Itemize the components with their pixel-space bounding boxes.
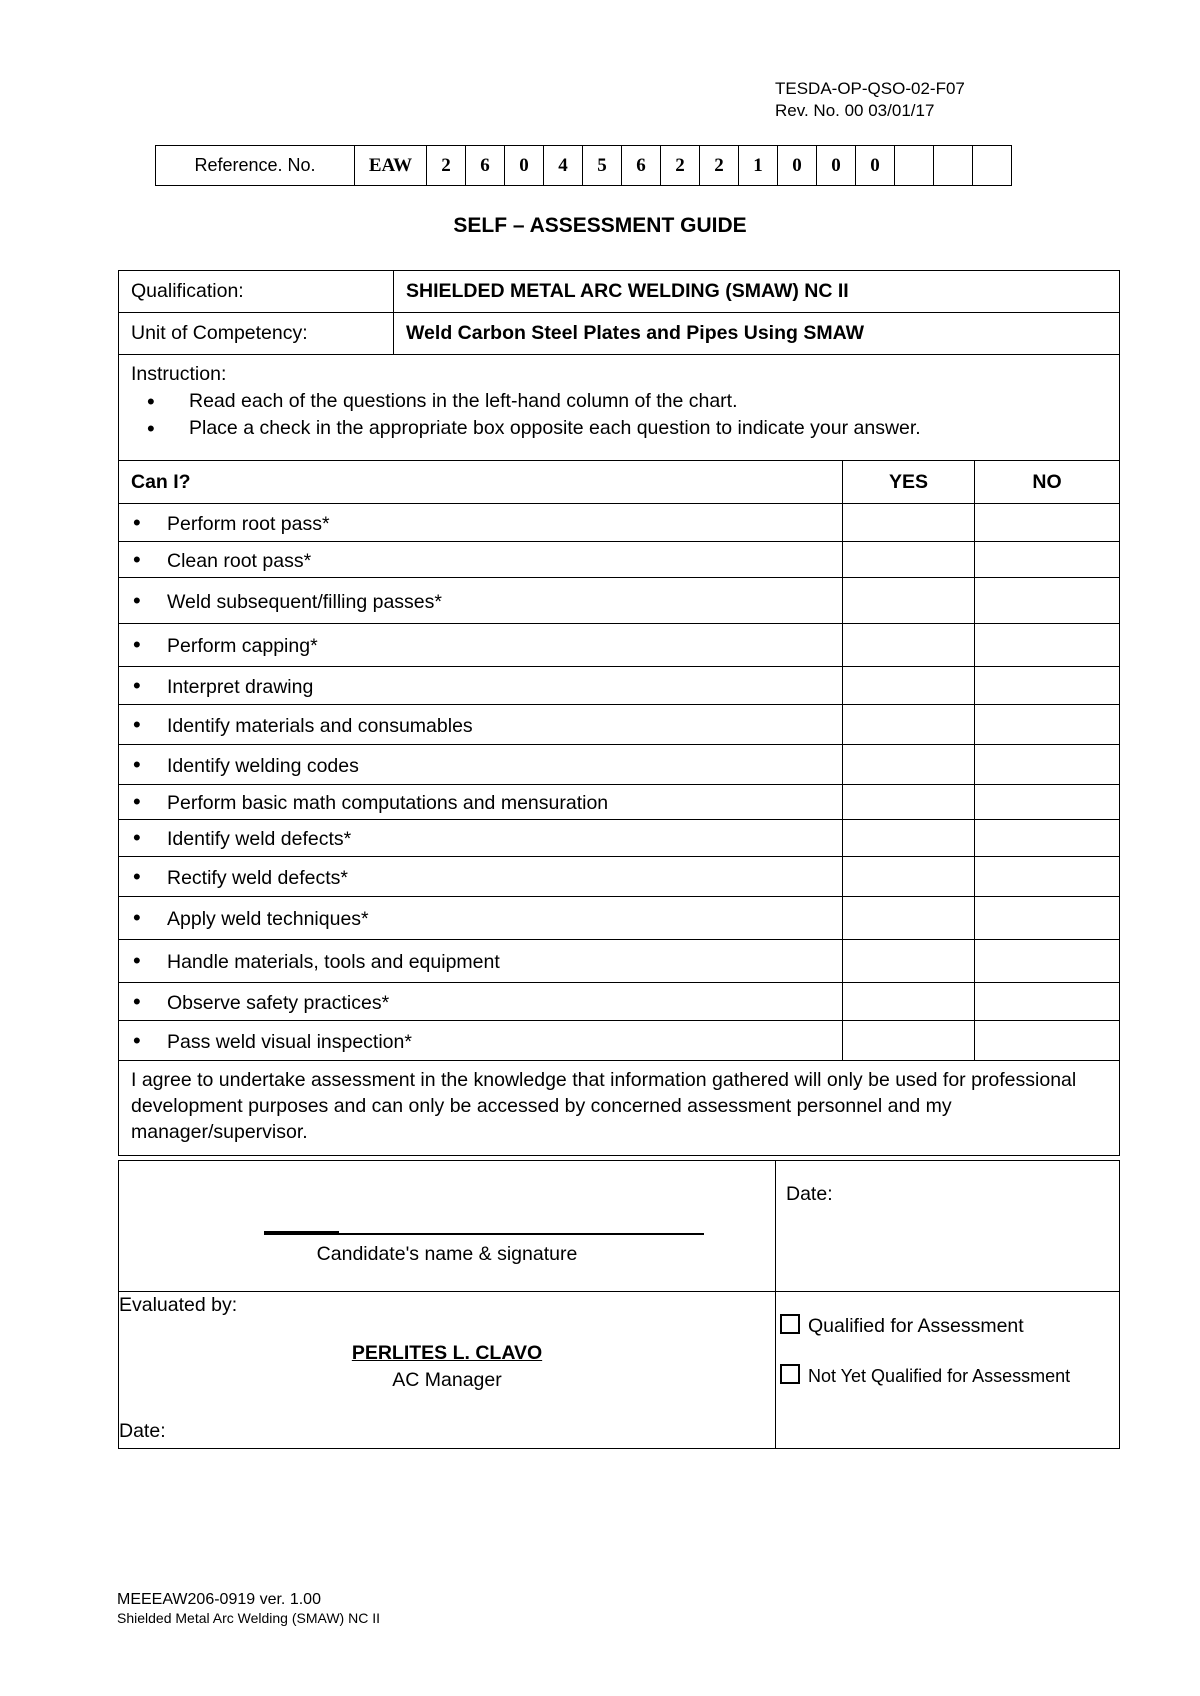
bullet-icon: •	[133, 632, 141, 657]
question-cell	[119, 940, 843, 983]
question-row	[119, 705, 1120, 745]
question-row	[119, 542, 1120, 578]
no-checkbox-cell[interactable]	[975, 745, 1120, 785]
candidate-date-cell[interactable]	[776, 1161, 1120, 1292]
question-text: Apply weld techniques*	[167, 908, 369, 930]
no-checkbox-cell[interactable]	[975, 504, 1120, 542]
reference-label: Reference. No.	[156, 146, 355, 186]
checklist-header-row	[119, 461, 1120, 504]
question-text: Interpret drawing	[167, 675, 314, 698]
question-cell	[119, 578, 843, 624]
reference-cell: 0	[856, 146, 895, 186]
no-checkbox-cell[interactable]	[975, 624, 1120, 667]
no-checkbox-cell[interactable]	[975, 667, 1120, 705]
yes-header: YES	[843, 461, 975, 504]
question-cell	[119, 745, 843, 785]
bullet-icon: •	[133, 1027, 141, 1053]
question-cell	[119, 504, 843, 542]
option-not-qualified-label: Not Yet Qualified for Assessment	[808, 1366, 1071, 1386]
option-not-qualified[interactable]	[780, 1364, 1070, 1387]
instruction-item: • Read each of the questions in the left-hand column of the chart.	[189, 388, 1107, 415]
yes-checkbox-cell[interactable]	[843, 667, 975, 705]
question-cell	[119, 897, 843, 940]
form-code: TESDA-OP-QSO-02-F07	[775, 79, 965, 98]
no-checkbox-cell[interactable]	[975, 785, 1120, 820]
bullet-icon: •	[133, 711, 141, 737]
reference-cell: 1	[739, 146, 778, 186]
question-row	[119, 897, 1120, 940]
question-text: Rectify weld defects*	[167, 866, 348, 889]
question-text: Identify welding codes	[167, 754, 359, 777]
question-text: Perform capping*	[167, 635, 318, 657]
instruction-heading: Instruction:	[131, 363, 227, 385]
no-checkbox-cell[interactable]	[975, 1021, 1120, 1061]
candidate-date-label: Date:	[786, 1183, 833, 1205]
evaluated-by-label: Evaluated by:	[119, 1294, 238, 1316]
question-text: Perform basic math computations and mensuration	[167, 792, 609, 814]
question-text: Clean root pass*	[167, 549, 312, 572]
no-checkbox-cell[interactable]	[975, 578, 1120, 624]
question-row	[119, 940, 1120, 983]
question-cell	[119, 667, 843, 705]
reference-cell: EAW	[355, 146, 427, 186]
question-cell	[119, 857, 843, 897]
unit-of-competency-value: Weld Carbon Steel Plates and Pipes Using SMAW	[394, 313, 1120, 355]
yes-checkbox-cell[interactable]	[843, 857, 975, 897]
question-row	[119, 745, 1120, 785]
reference-cell: 2	[700, 146, 739, 186]
yes-checkbox-cell[interactable]	[843, 820, 975, 857]
no-checkbox-cell[interactable]	[975, 983, 1120, 1021]
yes-checkbox-cell[interactable]	[843, 745, 975, 785]
reference-cell	[934, 146, 973, 186]
assessment-decision-cell	[776, 1292, 1120, 1449]
no-checkbox-cell[interactable]	[975, 705, 1120, 745]
footer-doc-title: Shielded Metal Arc Welding (SMAW) NC II	[117, 1610, 380, 1626]
assessment-table	[118, 270, 1120, 1156]
signature-caption: Candidate's name & signature	[316, 1243, 578, 1265]
question-text: Perform root pass*	[167, 512, 330, 535]
form-code-block	[775, 78, 965, 122]
bullet-icon: •	[133, 672, 141, 698]
question-text: Observe safety practices*	[167, 991, 390, 1014]
yes-checkbox-cell[interactable]	[843, 983, 975, 1021]
no-checkbox-cell[interactable]	[975, 940, 1120, 983]
yes-checkbox-cell[interactable]	[843, 897, 975, 940]
question-row	[119, 857, 1120, 897]
yes-checkbox-cell[interactable]	[843, 504, 975, 542]
qualification-value: SHIELDED METAL ARC WELDING (SMAW) NC II	[394, 271, 1120, 313]
bullet-icon: •	[133, 948, 141, 973]
reference-number-table	[155, 145, 1012, 186]
instruction-block	[119, 355, 1120, 461]
checkbox-icon[interactable]	[780, 1364, 800, 1384]
consent-statement: I agree to undertake assessment in the knowledge that information gathered will only be used for professional development purposes and can only be accessed by concerned assessment personnel and my manager/supervisor.	[119, 1061, 1120, 1156]
evaluator-block	[119, 1342, 775, 1392]
question-cell	[119, 1021, 843, 1061]
yes-checkbox-cell[interactable]	[843, 940, 975, 983]
reference-cell: 6	[622, 146, 661, 186]
footer-doc-code: MEEEAW206-0919 ver. 1.00	[117, 1591, 321, 1608]
bullet-icon: •	[133, 509, 141, 535]
evaluator-cell	[119, 1292, 776, 1449]
question-row	[119, 578, 1120, 624]
bullet-icon: •	[133, 825, 141, 850]
yes-checkbox-cell[interactable]	[843, 705, 975, 745]
question-text: Pass weld visual inspection*	[167, 1030, 412, 1053]
question-list	[119, 504, 1120, 1061]
signature-line[interactable]	[264, 1233, 704, 1235]
yes-checkbox-cell[interactable]	[843, 542, 975, 578]
evaluator-date-label: Date:	[119, 1420, 166, 1442]
no-checkbox-cell[interactable]	[975, 542, 1120, 578]
can-i-header: Can I?	[119, 461, 843, 504]
yes-checkbox-cell[interactable]	[843, 624, 975, 667]
question-row	[119, 820, 1120, 857]
no-checkbox-cell[interactable]	[975, 897, 1120, 940]
checkbox-icon[interactable]	[780, 1314, 800, 1334]
reference-cell: 0	[505, 146, 544, 186]
question-row	[119, 624, 1120, 667]
question-cell	[119, 983, 843, 1021]
instruction-item: • Place a check in the appropriate box opposite each question to indicate your answer.	[189, 415, 1107, 442]
question-text: Weld subsequent/filling passes*	[167, 590, 442, 613]
candidate-signature-cell	[119, 1161, 776, 1292]
bullet-icon: •	[133, 789, 141, 814]
reference-cell: 0	[817, 146, 856, 186]
reference-cell: 4	[544, 146, 583, 186]
reference-cell: 2	[427, 146, 466, 186]
no-checkbox-cell[interactable]	[975, 820, 1120, 857]
no-header: NO	[975, 461, 1120, 504]
reference-cell: 6	[466, 146, 505, 186]
option-qualified[interactable]	[780, 1314, 1024, 1338]
reference-cell	[895, 146, 934, 186]
reference-cell: 5	[583, 146, 622, 186]
question-cell	[119, 705, 843, 745]
question-row	[119, 983, 1120, 1021]
unit-of-competency-label: Unit of Competency:	[119, 313, 394, 355]
bullet-icon: •	[133, 863, 141, 889]
bullet-icon: •	[133, 546, 141, 572]
question-row	[119, 504, 1120, 542]
bullet-icon: •	[133, 988, 141, 1014]
question-cell	[119, 820, 843, 857]
question-row	[119, 667, 1120, 705]
bullet-icon: •	[133, 751, 141, 777]
reference-cell: 2	[661, 146, 700, 186]
yes-checkbox-cell[interactable]	[843, 1021, 975, 1061]
evaluator-name: PERLITES L. CLAVO	[351, 1342, 543, 1364]
evaluator-title: AC Manager	[392, 1369, 502, 1391]
yes-checkbox-cell[interactable]	[843, 785, 975, 820]
question-row	[119, 1021, 1120, 1061]
question-text: Identify materials and consumables	[167, 714, 473, 737]
question-row	[119, 785, 1120, 820]
reference-cell	[973, 146, 1012, 186]
question-cell	[119, 624, 843, 667]
bullet-icon: •	[133, 905, 141, 930]
revision-number: Rev. No. 00 03/01/17	[775, 101, 935, 120]
question-cell	[119, 542, 843, 578]
yes-checkbox-cell[interactable]	[843, 578, 975, 624]
page-title: SELF – ASSESSMENT GUIDE	[453, 214, 747, 237]
reference-cell: 0	[778, 146, 817, 186]
option-qualified-label: Qualified for Assessment	[808, 1315, 1024, 1337]
qualification-label: Qualification:	[119, 271, 394, 313]
instruction-list	[131, 388, 1107, 442]
question-cell	[119, 785, 843, 820]
question-text: Identify weld defects*	[167, 828, 352, 850]
bullet-icon: •	[133, 587, 141, 613]
question-text: Handle materials, tools and equipment	[167, 951, 500, 973]
page-footer	[117, 1590, 380, 1628]
no-checkbox-cell[interactable]	[975, 857, 1120, 897]
signature-table	[118, 1160, 1120, 1449]
